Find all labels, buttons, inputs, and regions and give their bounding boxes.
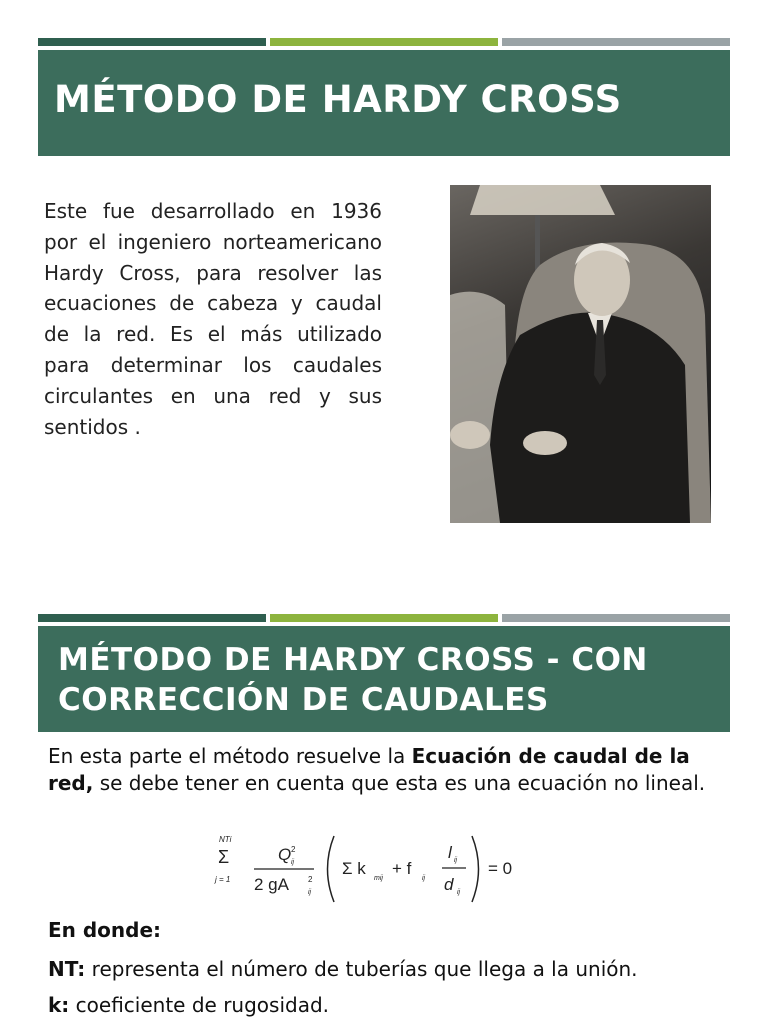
accent-stripe-gray: [502, 38, 730, 46]
sum-symbol: Σ: [218, 847, 230, 867]
accent-stripe-green: [270, 614, 498, 622]
subscript-ij-den: ij: [308, 889, 312, 896]
subscript-ij: ij: [291, 859, 295, 866]
subscript-ij-f: ij: [422, 875, 426, 882]
flow-equation-formula: [206, 832, 536, 906]
slide2-title-line2: CORRECCIÓN DE CAUDALES: [58, 682, 549, 718]
superscript-2-den: 2: [308, 875, 313, 884]
formula-equals-zero: = 0: [488, 859, 513, 878]
sum-upper-limit: NTi: [219, 835, 232, 844]
slide1-title: [38, 50, 730, 156]
slide1-intro-text: Este fue desarrollado en 1936 por el ingeniero norteamericano Hardy Cross, para resolver las ecuaciones de cabeza y caudal de la red. Es el más utilizado para determinar los caudales circulantes en una red y sus sentidos .: [44, 199, 382, 439]
formula-numerator: Q: [278, 845, 292, 864]
accent-stripe-dark: [38, 38, 266, 46]
definition-k: [48, 993, 329, 1017]
definition-nt: [48, 957, 638, 981]
frac-denominator: d: [444, 875, 454, 894]
paragraph-prefix: En esta parte el método resuelve la: [48, 744, 412, 768]
definition-label: En donde:: [48, 918, 162, 942]
paragraph-bold: Ecuación de caudal de la red,: [48, 744, 690, 795]
subscript-ij-d: ij: [457, 889, 461, 896]
frac-numerator: l: [448, 843, 452, 862]
slide1-title-text: MÉTODO DE HARDY CROSS: [54, 78, 622, 121]
definition-text: representa el número de tuberías que llega a la unión.: [85, 957, 638, 981]
formula-term-f: + f: [392, 859, 412, 878]
definition-label: k:: [48, 993, 70, 1017]
accent-stripe-green: [270, 38, 498, 46]
slide2-paragraph: [48, 743, 728, 797]
definition-text: coeficiente de rugosidad.: [69, 993, 330, 1017]
sum-lower-limit: j = 1: [215, 875, 231, 884]
paragraph-suffix: se debe tener en cuenta que esta es una ecuación no lineal.: [93, 771, 706, 795]
slide2-title: [38, 626, 730, 732]
formula-denominator: 2 gA: [254, 875, 289, 894]
formula-term-k: Σ k: [342, 859, 366, 878]
definition-heading: [48, 918, 161, 942]
slide2-title-line1: MÉTODO DE HARDY CROSS - CON: [58, 642, 648, 678]
definition-label: NT:: [48, 957, 86, 981]
accent-stripe-dark: [38, 614, 266, 622]
superscript-2: 2: [291, 845, 296, 854]
portrait-photo-icon: [450, 185, 711, 523]
accent-stripe-gray: [502, 614, 730, 622]
subscript-mij: mij: [374, 875, 383, 882]
subscript-ij-l: ij: [454, 857, 458, 864]
hardy-cross-portrait-photo: [450, 185, 711, 523]
